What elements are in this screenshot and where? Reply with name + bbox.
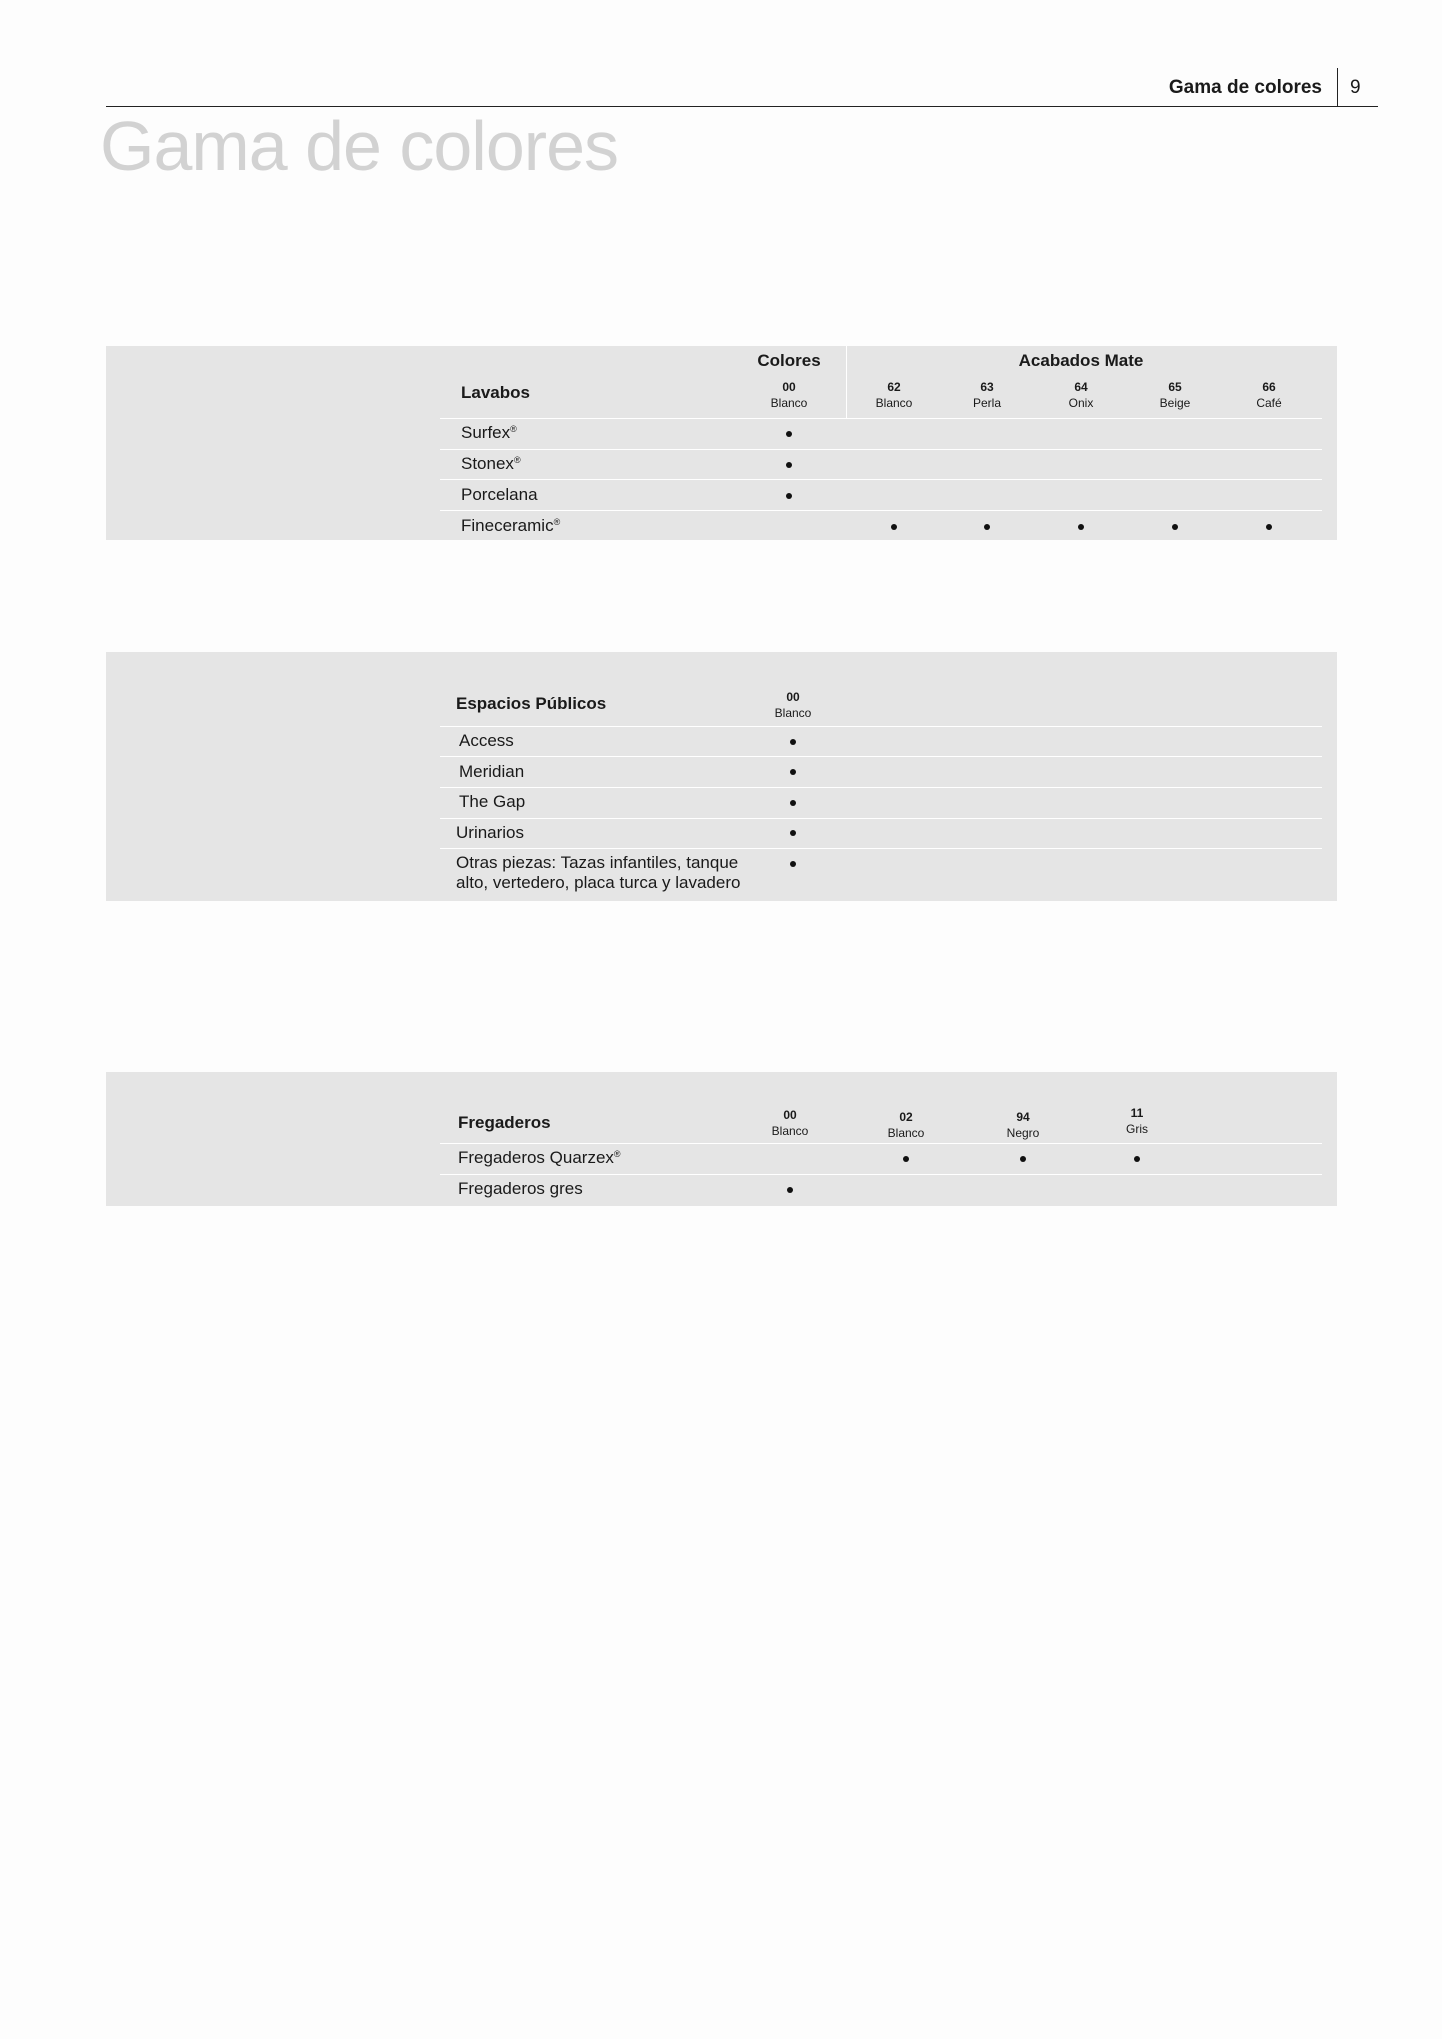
row-label-fregaderos-gres: Fregaderos gres <box>458 1179 583 1198</box>
column-color-name: Perla <box>972 396 1002 410</box>
row-label-fregaderos-quarzex: Fregaderos Quarzex® <box>458 1148 621 1167</box>
availability-dot <box>1172 524 1178 530</box>
column-color-name: Blanco <box>875 396 913 410</box>
row-label-porcelana: Porcelana <box>461 485 538 504</box>
group-divider <box>846 346 847 418</box>
page-title: Gama de colores <box>100 107 619 185</box>
header-separator <box>1337 68 1338 106</box>
row-label-line: Otras piezas: Tazas infantiles, tanque <box>456 853 739 872</box>
column-color-name: Gris <box>1126 1122 1148 1136</box>
availability-dot <box>787 1187 793 1193</box>
availability-dot <box>1078 524 1084 530</box>
row-label-meridian: Meridian <box>459 762 525 781</box>
row-divider <box>440 787 1322 788</box>
category-title: Fregaderos <box>458 1113 551 1132</box>
column-code: 62 <box>887 380 901 394</box>
column-color-name: Beige <box>1159 396 1191 410</box>
availability-dot <box>790 861 796 867</box>
availability-dot <box>786 462 792 468</box>
row-divider <box>440 726 1322 727</box>
availability-dot <box>903 1156 909 1162</box>
column-code: 64 <box>1074 380 1088 394</box>
availability-dot <box>891 524 897 530</box>
availability-dot <box>984 524 990 530</box>
column-color-name: Café <box>1256 396 1282 410</box>
column-color-name: Negro <box>1006 1126 1040 1140</box>
column-code: 94 <box>1016 1110 1030 1124</box>
row-divider <box>440 1174 1322 1175</box>
row-divider <box>440 1143 1322 1144</box>
table-lavabos <box>106 346 1337 540</box>
row-divider <box>440 818 1322 819</box>
row-divider <box>440 418 1322 419</box>
column-code: 00 <box>783 1108 797 1122</box>
table-espacios-publicos <box>106 652 1337 901</box>
row-label-line: alto, vertedero, placa turca y lavadero <box>456 873 741 892</box>
row-divider <box>440 756 1322 757</box>
availability-dot <box>786 431 792 437</box>
row-divider <box>440 479 1322 480</box>
row-label-urinarios: Urinarios <box>456 823 525 842</box>
column-color-name: Blanco <box>771 1124 809 1138</box>
row-label-stonex: Stonex® <box>461 454 521 473</box>
row-label-access: Access <box>459 731 514 750</box>
availability-dot <box>790 830 796 836</box>
row-label-otras-piezas <box>456 853 740 893</box>
row-label-surfex: Surfex® <box>461 423 517 442</box>
category-title: Lavabos <box>461 383 530 402</box>
row-label-fineceramic: Fineceramic® <box>461 516 561 535</box>
row-divider <box>440 449 1322 450</box>
column-code: 00 <box>782 380 796 394</box>
column-code: 02 <box>899 1110 913 1124</box>
availability-dot <box>1020 1156 1026 1162</box>
availability-dot <box>790 800 796 806</box>
header-section-title: Gama de colores <box>1168 77 1322 98</box>
availability-dot <box>1134 1156 1140 1162</box>
column-code: 11 <box>1130 1106 1144 1120</box>
row-divider <box>440 510 1322 511</box>
group-header-acabados-mate: Acabados Mate <box>1018 351 1144 370</box>
column-code: 63 <box>980 380 994 394</box>
table-fregaderos <box>106 1072 1337 1206</box>
column-color-name: Blanco <box>887 1126 925 1140</box>
row-label-the-gap: The Gap <box>459 792 526 811</box>
column-color-name: Blanco <box>770 396 808 410</box>
page-number: 9 <box>1350 77 1361 98</box>
category-title: Espacios Públicos <box>456 694 607 713</box>
column-code: 65 <box>1168 380 1182 394</box>
column-color-name: Onix <box>1068 396 1094 410</box>
availability-dot <box>1266 524 1272 530</box>
column-color-name: Blanco <box>774 706 812 720</box>
column-code: 66 <box>1262 380 1276 394</box>
availability-dot <box>790 769 796 775</box>
row-divider <box>440 848 1322 849</box>
column-code: 00 <box>786 690 800 704</box>
availability-dot <box>790 739 796 745</box>
group-header-colores: Colores <box>757 351 821 370</box>
availability-dot <box>786 493 792 499</box>
